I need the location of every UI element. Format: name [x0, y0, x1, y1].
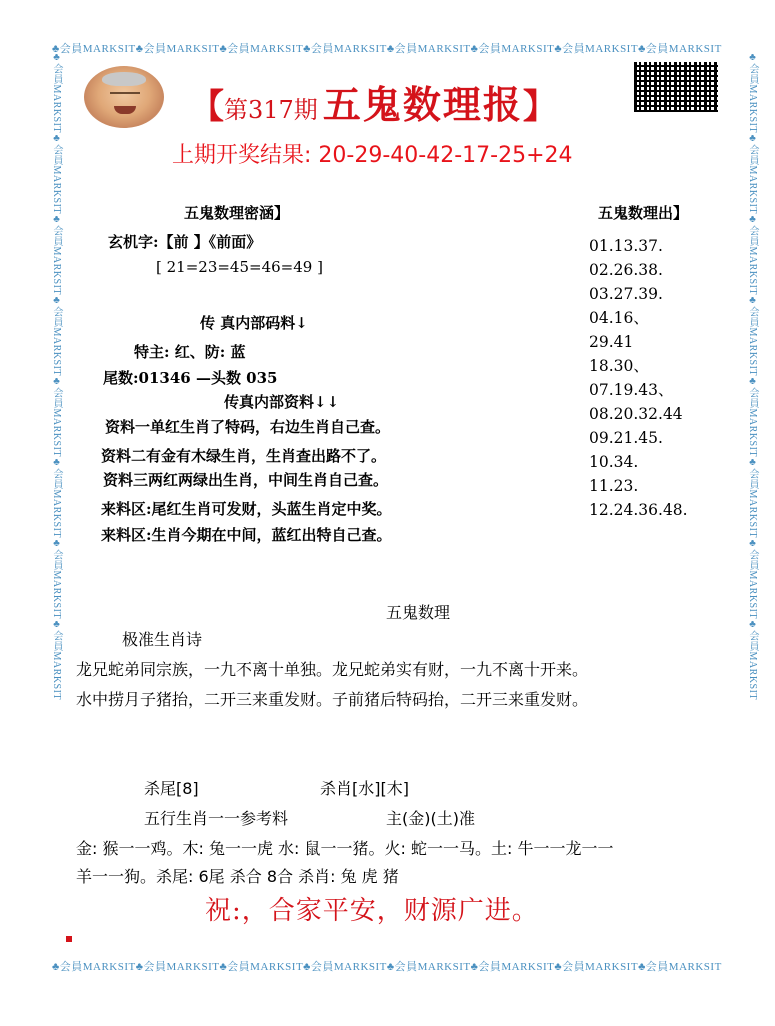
- elements-line-2: 羊一一狗。杀尾: 6尾 杀合 8合 杀肖: 兔 虎 猪: [76, 867, 399, 886]
- number-item: 10.34.: [589, 453, 639, 471]
- poem-line-2: 水中捞月子猪抬，二开三来重发财。子前猪后特码抬，二开三来重发财。: [76, 690, 589, 709]
- number-list: [589, 234, 688, 522]
- page-title: [190, 74, 557, 129]
- border-right: ♣会員MARKSIT♣会員MARKSIT♣会員MARKSIT♣会員MARKSIT♣会員MARKSIT♣会員MARKSIT♣会員MARKSIT♣会員MARKSIT: [747, 52, 758, 701]
- poem-line-1: 龙兄蛇弟同宗族，一九不离十单独。龙兄蛇弟实有财，一九不离十开来。: [76, 660, 589, 679]
- border-top: ♣会員MARKSIT♣会員MARKSIT♣会員MARKSIT♣会員MARKSIT♣会員MARKSIT♣会員MARKSIT♣会員MARKSIT♣会員MARKSIT: [52, 43, 722, 54]
- newspaper-title: 五鬼数理报: [322, 82, 523, 127]
- title-bracket-open: 【: [190, 87, 224, 127]
- number-item: 07.19.43、: [589, 381, 674, 399]
- special-color: 特主: 红、防: 蓝: [134, 343, 246, 361]
- fax-code-title: 传 真内部码料↓: [200, 314, 308, 332]
- number-item: 12.24.36.48.: [589, 501, 688, 519]
- section-title: 五鬼数理: [386, 603, 451, 622]
- number-item: 01.13.37.: [589, 237, 663, 255]
- main-element: 主(金)(土)准: [386, 809, 475, 828]
- avatar: [84, 66, 164, 128]
- data-line-5: 来料区:生肖今期在中间，蓝红出特自己查。: [101, 526, 392, 544]
- qr-side-label-left: [608, 62, 630, 112]
- number-item: 11.23.: [589, 477, 639, 495]
- last-result: 上期开奖结果: 20-29-40-42-17-25+24: [172, 143, 573, 168]
- tail-head-numbers: 尾数:01346 —头数 035: [103, 369, 278, 387]
- qr-side-label-right: [724, 62, 738, 112]
- data-line-4: 来料区:尾红生肖可发财，头蓝生肖定中奖。: [101, 500, 392, 518]
- title-bracket-close: 】: [522, 87, 557, 127]
- data-line-3: 资料三两红两绿出生肖，中间生肖自己查。: [103, 471, 389, 489]
- number-item: 09.21.45.: [589, 429, 663, 447]
- border-bottom: ♣会員MARKSIT♣会員MARKSIT♣会員MARKSIT♣会員MARKSIT♣会員MARKSIT♣会員MARKSIT♣会員MARKSIT♣会員MARKSIT: [52, 961, 722, 972]
- mystery-label: 玄机字:【前 】《前面》: [108, 233, 262, 251]
- number-item: 29.41: [589, 333, 634, 351]
- right-title: 五鬼数理出】: [598, 204, 689, 222]
- mystery-numbers: [ 21=23=45=46=49 ]: [156, 258, 323, 276]
- number-item: 02.26.38.: [589, 261, 663, 279]
- number-item: 03.27.39.: [589, 285, 663, 303]
- number-item: 08.20.32.44: [589, 405, 683, 423]
- qr-code-icon: [634, 62, 718, 112]
- number-item: 04.16、: [589, 309, 649, 327]
- issue-number: 第317期: [224, 96, 318, 124]
- kill-tail: 杀尾[8]: [144, 779, 199, 798]
- poem-subtitle: 极准生肖诗: [122, 630, 203, 649]
- secret-title: 五鬼数理密涵】: [184, 204, 290, 222]
- kill-zodiac: 杀肖[水][木]: [320, 779, 409, 798]
- five-elements-title: 五行生肖一一参考料: [144, 809, 289, 828]
- elements-line-1: 金: 猴一一鸡。木: 兔一一虎 水: 鼠一一猪。火: 蛇一一马。土: 牛一一龙一一: [76, 839, 614, 858]
- number-item: 18.30、: [589, 357, 649, 375]
- fax-data-title: 传真内部资料↓↓: [224, 393, 340, 411]
- data-line-2: 资料二有金有木绿生肖，生肖查出路不了。: [101, 447, 387, 465]
- red-dot: [66, 936, 72, 942]
- data-line-1: 资料一单红生肖了特码，右边生肖自己查。: [105, 418, 391, 436]
- blessing: 祝:，合家平安，财源广进。: [205, 896, 539, 926]
- border-left: ♣会員MARKSIT♣会員MARKSIT♣会員MARKSIT♣会員MARKSIT♣会員MARKSIT♣会員MARKSIT♣会員MARKSIT♣会員MARKSIT: [51, 52, 62, 701]
